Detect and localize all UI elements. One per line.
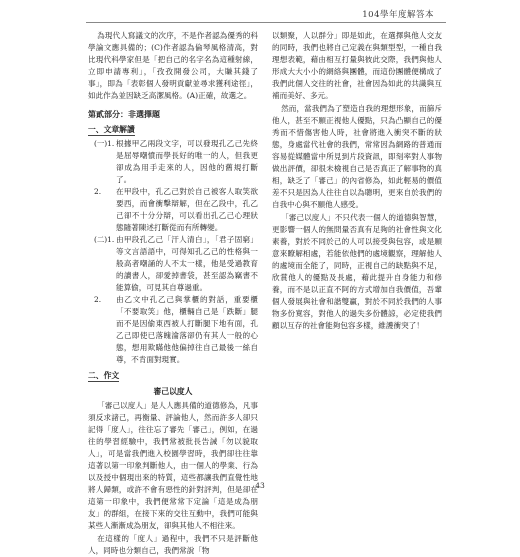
essay-paragraph: 「審己以度人」不只代表一個人的道德與智慧，更影響一個人的無問量否真有足夠的社會性與文化素養，對於不同於己的人可以接受與包容，或是願意來瞭解相處，若能依他們的處境觀察，理解他人的處境而全能了，同時，正視自己的缺點與不足，欣賞他人的優點及長處，藉此提升自身能力和修養，而不是以正直不阿的方式增加自我價值，吾輩個人發展與社會和諧雙贏，對於不同於我們的人事物多份寬容，對他人的過失多份體諒，必定使我們顧以互存的社會能夠包容多樣，維護衝突了！ [272,213,442,330]
list-item [94,234,258,294]
left-column [88,30,258,555]
section-title-text: 第貳部分：非選擇題 [88,109,160,119]
list-item [94,138,258,186]
essay-paragraph: 以類聚，人以群分」即是如此，在選擇與他人交友的同時，我們也將自己定義在與類型型，一種自我理想表範，藉由相互打量與彼此交際，我們與他人形成大大小小的網絡與團體，而這份團體便構成了我們此個人交往的社會，社會因為如此的共識與互補而美好、多元。 [272,31,442,100]
page-header: 104學年度解答本 [362,10,434,20]
list-item [94,186,258,234]
essay-paragraph: 在這樣的「度人」過程中，我們不只是評斷他人，同時也分類自己，我們常說「物 [88,534,258,555]
item-number: (二)1. [94,235,115,244]
list-item [94,294,258,366]
item-number: 2. [94,295,102,304]
subsection-reading-title-text: 一、文章解讀 [88,125,135,134]
right-column [272,30,442,470]
essay-paragraph: 「審己以度人」是人人應具備的道德修為，凡事須反求諸己，再衡量、評論他人，然而許多人卻只記得「度人」，往往忘了審先「審己」，例如，在過往的學習經驗中，我們常被批長告誡「勿以貌取人」，可是當我們進入校園學習時，我們卻往往靠這著以第一印象判斷他人，由一個人的學業、行為以及授中個現出來的特質，這些都讓我們直覺性地將人歸類，或許不會有惡性的針對評判，但是卻在這第一印象中，我們便常常下定論「這是成為朋友」的群組，在接下來的交往互動中，我們可能與某些人漸漸成為朋友，卻與其他人不相往來。 [88,401,258,530]
page-number: 43 [255,481,265,490]
essay-title: 審己以度人 [153,387,193,396]
subsection-reading-title [88,124,258,136]
section-title [88,108,258,120]
item-number: 2. [94,187,102,196]
item-text: 在甲段中，孔乙己對於自己被客人取笑欲要西，而會衝擊辯解，但在乙段中，孔乙己卻不十分分辯，可以看出孔乙己心理狀態隨著陳述打斷從而有所轉變。 [116,187,258,232]
intro-paragraph: 為現代人寫議文的次序，不是作者認為優秀的科學論文應具備的；(C)作者認為倫琴風格清高，對比現代科學家但是「把自己的名字名為這種射線，立即申請專利」，「孜孜開發公司，大賺其錢了事」，即為「表彰個人發明貢獻並尋求獲利途徑」，如此作為並因缺乏高潔風格。(A)正確，故選之。 [88,31,258,100]
item-number: (一)1. [94,139,115,148]
subsection-essay-title [88,370,258,382]
item-text: 根據甲乙兩段文字，可以發現孔乙己先終是屈辱嘲憤而學長好的唯一的人，但我更卻成為用手走來的人，因他的舊規打斷了。 [116,139,258,184]
header-rule [86,22,446,23]
essay-paragraph: 然而，當我們為了塑造自我的理想形象，而篩斥他人，甚至不願正視他人優點，只為凸顯自己的優秀而不惜傷害他人時，社會將進入衝突不斷的狀態，身處當代社會的我們，常常因為網路的普通而容易從媒體當中所見到片段資訊，即刻率對人事物做出評價，卻很未檢視自己是否真正了解事物的真相，缺乏了「審己」的內省修為，如此輕易的價值差不只是因為人往往自以為聰明，更來自於我們的自我中心與不願他人感受。 [272,104,442,209]
item-text: 由乙文中孔乙己與掌櫃的對話，重要櫃「不要取笑」他，櫃輛自己是「跌斷」腿而不是因偷東西被人打斷腿下地有面，孔乙己即使已落魄淪落卻仍有其人一般的心態，想用欺瞞他他偏掉往自己最後一絲自尊，不肯面對現實。 [116,295,258,364]
subsection-essay-title-text: 二、作文 [88,371,120,380]
item-text: 由甲段孔乙己「汗人清白」，「君子固窮」等文言語語中，可得知孔乙己的性格與一般高者嘲誦的人不太一樣，他是受過教育的讀書人，卻愛掉書袋，甚至認為竊書不能算偷，可見其自尊過重。 [116,235,258,292]
